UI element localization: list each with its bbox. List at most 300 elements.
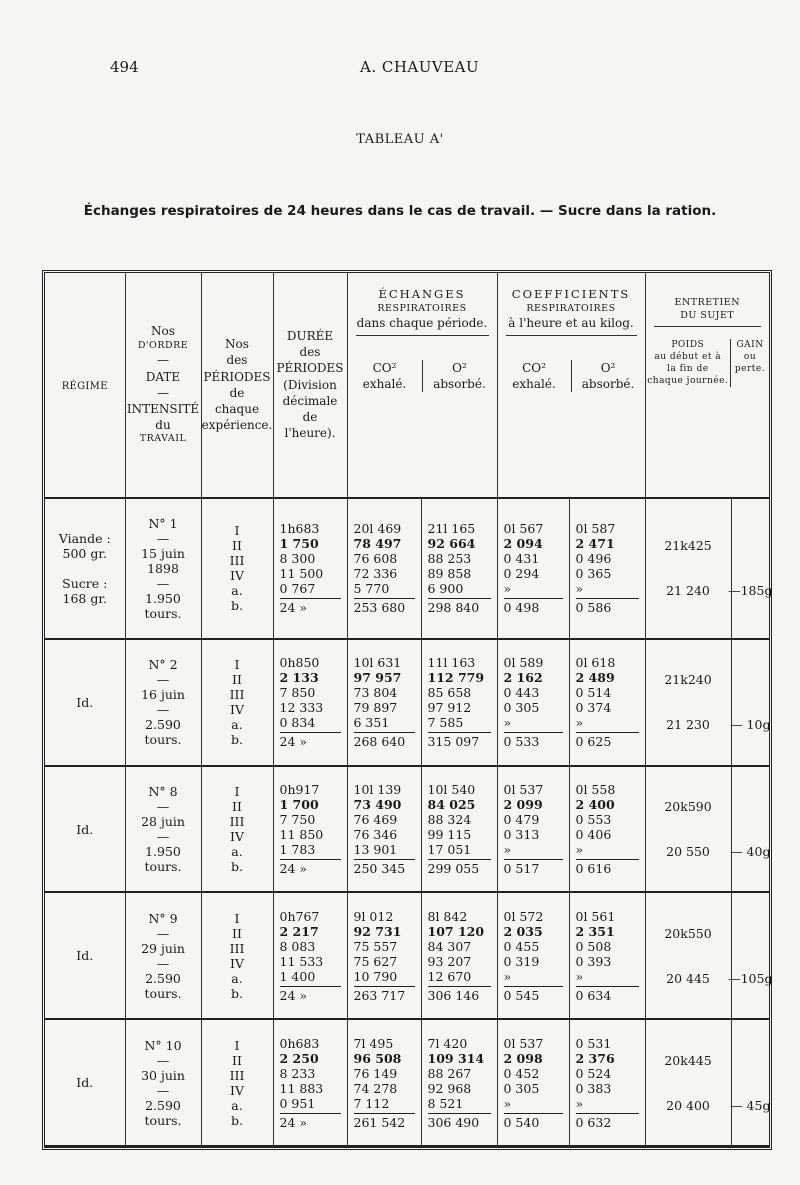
- cell-duree: [273, 892, 347, 1019]
- cell-ordre: [125, 766, 201, 893]
- cell-value: 0 383: [575, 1080, 612, 1096]
- cell-value: Id.: [76, 821, 94, 837]
- cell-value: 0 498: [504, 598, 563, 615]
- cell-duree: [273, 766, 347, 893]
- cell-value: 500 gr.: [62, 545, 107, 561]
- cell-value: b.: [231, 732, 243, 748]
- cell-value: 17 051: [427, 842, 472, 857]
- cell-value: 85 658: [427, 685, 472, 701]
- cell-value: 1 750: [279, 536, 319, 552]
- cell-value: 2.590: [145, 1097, 181, 1113]
- cell-value: N° 8: [148, 784, 178, 799]
- cell-value: tours.: [144, 732, 182, 748]
- cell-poids: [645, 1019, 731, 1146]
- cell-value: 75 557: [353, 938, 398, 954]
- cell-value: 12 333: [279, 700, 324, 716]
- cell-value: »: [575, 842, 584, 857]
- cell-value: 84 025: [427, 797, 476, 812]
- header-line: PÉRIODES: [203, 369, 271, 384]
- cell-value: 93 207: [427, 953, 472, 969]
- cell-value: 20k550: [664, 925, 712, 941]
- cell-value: »: [503, 1095, 512, 1111]
- cell-value: —: [156, 702, 170, 718]
- cell-duree: [273, 1019, 347, 1146]
- cell-value: 0 951: [279, 1095, 316, 1111]
- cell-value: 96 508: [353, 1050, 402, 1066]
- header-line: INTENSITÉ: [126, 401, 200, 416]
- cell-value: a.: [231, 1097, 243, 1113]
- cell-value: 253 680: [354, 598, 415, 615]
- cell-value: I: [234, 784, 240, 799]
- header-line: des: [299, 345, 321, 360]
- cell-ech-co2: [347, 1019, 421, 1146]
- cell-value: 76 608: [353, 551, 398, 567]
- cell-value: I: [234, 523, 240, 539]
- cell-value: 7 850: [279, 685, 316, 701]
- cell-value: —105g: [728, 970, 773, 986]
- cell-value: I: [234, 910, 240, 926]
- header-line: Nos: [225, 337, 249, 352]
- header-line: l'heure).: [284, 426, 336, 441]
- cell-value: 20 550: [666, 844, 710, 859]
- cell-value: 0 586: [576, 598, 639, 615]
- header-line: de: [302, 410, 318, 425]
- table-row: [45, 892, 769, 1019]
- cell-value: »: [503, 715, 512, 731]
- cell-value: 0l 589: [503, 655, 544, 671]
- cell-value: 268 640: [354, 732, 415, 749]
- cell-value: —: [156, 799, 170, 814]
- cell-periodes: [201, 766, 273, 893]
- cell-value: 20 445: [666, 970, 710, 986]
- cell-value: 75 627: [353, 953, 398, 969]
- cell-value: 2 471: [575, 536, 615, 552]
- cell-value: 9l 012: [353, 908, 394, 924]
- cell-value: III: [229, 814, 245, 829]
- cell-value: b.: [231, 1112, 243, 1128]
- header-periodes: [201, 273, 273, 498]
- cell-value: 0 305: [503, 700, 540, 716]
- cell-value: »: [503, 968, 512, 984]
- cell-value: 20l 469: [353, 521, 402, 537]
- header-line: décimale: [282, 393, 338, 408]
- table-row: [45, 639, 769, 766]
- cell-value: 306 490: [428, 1113, 491, 1130]
- header-line: des: [226, 353, 248, 368]
- cell-value: »: [575, 581, 584, 597]
- cell-value: 0 834: [279, 715, 316, 731]
- header-line: DURÉE: [286, 329, 334, 344]
- cell-periodes: [201, 639, 273, 766]
- cell-value: Sucre :: [62, 575, 108, 591]
- cell-value: 2 099: [503, 797, 543, 812]
- cell-value: 8 233: [279, 1065, 316, 1081]
- cell-value: 92 968: [427, 1080, 472, 1096]
- cell-value: 6 900: [427, 581, 464, 597]
- cell-periodes: [201, 892, 273, 1019]
- cell-value: 2 162: [503, 670, 543, 686]
- cell-value: b.: [231, 598, 243, 614]
- cell-value: 2 094: [503, 536, 543, 552]
- header-line: expérience.: [201, 418, 273, 433]
- table-row: [45, 1019, 769, 1146]
- cell-value: 11 850: [279, 827, 324, 842]
- cell-value: 12 670: [427, 968, 472, 984]
- cell-value: 112 779: [427, 670, 485, 686]
- cell-value: 0 455: [503, 938, 540, 954]
- cell-value: 5 770: [353, 581, 390, 597]
- cell-value: 306 146: [428, 986, 491, 1003]
- cell-value: I: [234, 1037, 240, 1053]
- cell-value: 263 717: [354, 986, 415, 1003]
- cell-value: Id.: [76, 1075, 94, 1091]
- data-table: [42, 270, 772, 1150]
- cell-coef-co2: [497, 766, 569, 893]
- cell-value: II: [232, 799, 242, 814]
- cell-value: tours.: [144, 985, 182, 1001]
- cell-value: Id.: [76, 694, 94, 710]
- cell-regime: [45, 498, 125, 639]
- cell-value: 2 035: [503, 923, 543, 939]
- cell-value: 8l 842: [427, 908, 468, 924]
- cell-value: IV: [230, 829, 244, 844]
- cell-value: 2.590: [145, 970, 181, 986]
- cell-value: —: [156, 530, 170, 546]
- cell-value: 7 585: [427, 715, 464, 731]
- cell-value: 0 632: [576, 1113, 639, 1130]
- cell-value: 79 897: [353, 700, 398, 716]
- cell-ech-o2: [421, 766, 497, 893]
- cell-value: 78 497: [353, 536, 402, 552]
- cell-value: 7 112: [353, 1095, 390, 1111]
- cell-value: 2.590: [145, 717, 181, 733]
- cell-value: —: [156, 672, 170, 688]
- cell-value: IV: [230, 702, 244, 718]
- cell-value: 7 750: [279, 812, 316, 827]
- cell-value: 0 431: [503, 551, 540, 567]
- cell-value: 1h683: [279, 521, 320, 537]
- cell-value: a.: [231, 583, 243, 599]
- header-line: DATE: [145, 369, 181, 384]
- cell-value: 0 540: [504, 1113, 563, 1130]
- header-line: chaque: [214, 401, 260, 416]
- cell-value: 0 531: [575, 1035, 612, 1051]
- cell-value: 20k590: [664, 799, 712, 814]
- cell-ordre: [125, 892, 201, 1019]
- cell-value: 73 804: [353, 685, 398, 701]
- cell-value: 107 120: [427, 923, 485, 939]
- cell-value: —: [156, 575, 170, 591]
- cell-value: III: [229, 553, 245, 569]
- cell-value: 88 253: [427, 551, 472, 567]
- cell-value: 84 307: [427, 938, 472, 954]
- cell-value: b.: [231, 985, 243, 1001]
- cell-value: —: [156, 829, 170, 844]
- cell-periodes: [201, 498, 273, 639]
- cell-value: 0 545: [504, 986, 563, 1003]
- cell-value: 0l 618: [575, 655, 616, 671]
- cell-value: 261 542: [354, 1113, 415, 1130]
- cell-value: 6 351: [353, 715, 390, 731]
- cell-value: 0 533: [504, 732, 563, 749]
- header-duree: [273, 273, 347, 498]
- cell-value: — 40g: [730, 844, 771, 859]
- cell-value: 2 250: [279, 1050, 319, 1066]
- cell-value: tours.: [144, 605, 182, 621]
- cell-gain: [731, 639, 769, 766]
- cell-value: — 10g: [730, 717, 771, 733]
- cell-value: 0 514: [575, 685, 612, 701]
- cell-value: 11 500: [279, 566, 324, 582]
- cell-value: 92 664: [427, 536, 476, 552]
- cell-value: IV: [230, 1082, 244, 1098]
- cell-value: I: [234, 657, 240, 673]
- cell-value: —: [156, 925, 170, 941]
- cell-value: 2 489: [575, 670, 615, 686]
- cell-value: —: [156, 1082, 170, 1098]
- cell-value: 0h683: [279, 1035, 320, 1051]
- cell-value: 13 901: [353, 842, 398, 857]
- cell-value: a.: [231, 717, 243, 733]
- cell-value: 2 376: [575, 1050, 615, 1066]
- cell-value: 24 »: [280, 732, 341, 749]
- cell-value: 8 083: [279, 938, 316, 954]
- cell-value: 89 858: [427, 566, 472, 582]
- cell-value: 0 767: [279, 581, 316, 597]
- cell-value: 21k425: [664, 538, 712, 554]
- cell-coef-co2: [497, 1019, 569, 1146]
- cell-value: 0l 537: [503, 1035, 544, 1051]
- cell-value: 0l 537: [503, 782, 544, 797]
- cell-value: III: [229, 1067, 245, 1083]
- running-head: A. CHAUVEAU: [360, 58, 480, 76]
- cell-value: Id.: [76, 948, 94, 964]
- cell-gain: [731, 766, 769, 893]
- cell-value: 1 700: [279, 797, 319, 812]
- cell-value: 97 912: [427, 700, 472, 716]
- header-echanges: ÉCHANGES RESPIRATOIRES dans chaque période. CO² exhalé. O² absorbé.: [347, 273, 497, 498]
- cell-value: 21 230: [666, 717, 710, 733]
- cell-value: 24 »: [280, 986, 341, 1003]
- cell-regime: [45, 766, 125, 893]
- table-header-row: [45, 273, 769, 498]
- cell-coef-o2: [569, 766, 645, 893]
- cell-value: 76 469: [353, 812, 398, 827]
- header-line: —: [157, 385, 169, 400]
- header-line: TRAVAIL: [139, 433, 187, 445]
- cell-duree: [273, 498, 347, 639]
- cell-value: 0 508: [575, 938, 612, 954]
- cell-value: 0l 561: [575, 908, 616, 924]
- cell-gain: [728, 892, 773, 1019]
- cell-value: — 45g: [730, 1097, 771, 1113]
- cell-value: 76 149: [353, 1065, 398, 1081]
- cell-value: a.: [231, 844, 243, 859]
- cell-value: 0 479: [503, 812, 540, 827]
- cell-value: III: [229, 687, 245, 703]
- cell-value: 298 840: [428, 598, 491, 615]
- cell-value: 0 553: [575, 812, 612, 827]
- cell-poids: [645, 892, 731, 1019]
- cell-value: 0 374: [575, 700, 612, 716]
- cell-value: 11l 163: [427, 655, 476, 671]
- cell-ech-co2: [347, 892, 421, 1019]
- cell-ordre: [125, 639, 201, 766]
- cell-ordre: [125, 498, 201, 639]
- cell-value: 1.950: [145, 590, 181, 606]
- header-line: du: [155, 418, 171, 433]
- cell-value: 8 521: [427, 1095, 464, 1111]
- cell-value: 0 319: [503, 953, 540, 969]
- cell-value: 8 300: [279, 551, 316, 567]
- cell-duree: [273, 639, 347, 766]
- cell-value: 0 406: [575, 827, 612, 842]
- header-line: Nos: [151, 324, 175, 339]
- cell-value: —185g: [728, 583, 773, 599]
- cell-regime: [45, 892, 125, 1019]
- cell-value: 1.950: [145, 844, 181, 859]
- page-header: [110, 58, 750, 84]
- cell-value: 0 365: [575, 566, 612, 582]
- cell-ech-co2: [347, 766, 421, 893]
- cell-ech-co2: [347, 498, 421, 639]
- cell-value: 0 524: [575, 1065, 612, 1081]
- cell-gain: [728, 498, 773, 639]
- cell-poids: [645, 766, 731, 893]
- cell-value: 10l 139: [353, 782, 402, 797]
- cell-value: 99 115: [427, 827, 472, 842]
- cell-gain: [731, 1019, 769, 1146]
- cell-value: 0l 567: [503, 521, 544, 537]
- cell-value: 10l 540: [427, 782, 476, 797]
- cell-value: 0 393: [575, 953, 612, 969]
- cell-value: 2 133: [279, 670, 319, 686]
- cell-value: N° 2: [148, 657, 178, 673]
- cell-value: 0 616: [576, 859, 639, 876]
- cell-value: 0 625: [576, 732, 639, 749]
- cell-value: 0l 572: [503, 908, 544, 924]
- cell-value: 0 452: [503, 1065, 540, 1081]
- cell-value: 0h917: [279, 782, 320, 797]
- cell-value: 0 634: [576, 986, 639, 1003]
- cell-value: 10l 631: [353, 655, 402, 671]
- cell-value: 20k445: [664, 1052, 712, 1068]
- cell-poids: [645, 639, 731, 766]
- cell-value: 76 346: [353, 827, 398, 842]
- cell-value: 0h767: [279, 908, 320, 924]
- header-entretien: ENTRETIEN DU SUJET POIDS au début et à la fin de chaque journée. GAIN ou perte.: [645, 273, 769, 498]
- header-ordre: [125, 273, 201, 498]
- header-line: (Division: [283, 377, 337, 392]
- cell-value: 2 098: [503, 1050, 543, 1066]
- cell-value: 0 517: [504, 859, 563, 876]
- cell-value: 20 400: [666, 1097, 710, 1113]
- cell-value: »: [575, 968, 584, 984]
- cell-value: tours.: [144, 1112, 182, 1128]
- cell-coef-o2: [569, 1019, 645, 1146]
- cell-coef-o2: [569, 639, 645, 766]
- cell-regime: [45, 1019, 125, 1146]
- cell-value: II: [232, 1052, 242, 1068]
- cell-value: 299 055: [428, 859, 491, 876]
- cell-value: »: [503, 581, 512, 597]
- cell-value: 15 juin: [141, 545, 185, 561]
- cell-ech-o2: [421, 1019, 497, 1146]
- cell-value: 168 gr.: [62, 590, 107, 606]
- cell-value: 92 731: [353, 923, 402, 939]
- cell-value: 315 097: [428, 732, 491, 749]
- cell-value: 1 783: [279, 842, 316, 857]
- cell-value: 250 345: [354, 859, 415, 876]
- cell-value: IV: [230, 955, 244, 971]
- cell-value: 21k240: [664, 672, 712, 688]
- cell-value: 97 957: [353, 670, 402, 686]
- cell-value: 30 juin: [141, 1067, 185, 1083]
- cell-value: 0 313: [503, 827, 540, 842]
- header-line: D'ORDRE: [137, 339, 189, 351]
- cell-value: 1898: [147, 560, 179, 576]
- cell-value: 0 294: [503, 566, 540, 582]
- cell-value: 24 »: [280, 859, 341, 876]
- cell-value: Viande :: [58, 530, 111, 546]
- cell-value: 24 »: [280, 598, 341, 615]
- header-coefficients: COEFFICIENTS RESPIRATOIRES à l'heure et au kilog. CO² exhalé. O² absorbé.: [497, 273, 645, 498]
- header-regime: RÉGIME: [45, 273, 125, 498]
- cell-value: N° 1: [148, 515, 178, 531]
- header-line: de: [229, 385, 245, 400]
- cell-coef-o2: [569, 892, 645, 1019]
- table-row: [45, 498, 769, 639]
- cell-coef-o2: [569, 498, 645, 639]
- cell-coef-co2: [497, 639, 569, 766]
- cell-value: b.: [231, 859, 243, 874]
- page-number: 494: [110, 58, 139, 76]
- cell-value: N° 9: [148, 910, 178, 926]
- cell-value: 72 336: [353, 566, 398, 582]
- cell-value: 7l 495: [353, 1035, 394, 1051]
- cell-value: 0 496: [575, 551, 612, 567]
- cell-value: 21l 165: [427, 521, 476, 537]
- cell-value: »: [575, 715, 584, 731]
- table-row: [45, 766, 769, 893]
- cell-ech-o2: [421, 892, 497, 1019]
- cell-value: III: [229, 940, 245, 956]
- cell-value: 11 533: [279, 953, 324, 969]
- header-line: PÉRIODES: [276, 361, 344, 376]
- cell-ech-o2: [421, 498, 497, 639]
- cell-value: 88 324: [427, 812, 472, 827]
- cell-value: a.: [231, 970, 243, 986]
- cell-value: 109 314: [427, 1050, 485, 1066]
- cell-value: 24 »: [280, 1113, 341, 1130]
- cell-ordre: [125, 1019, 201, 1146]
- table-title: TABLEAU A': [356, 132, 444, 147]
- cell-value: tours.: [144, 859, 182, 874]
- cell-value: —: [156, 955, 170, 971]
- cell-value: 21 240: [666, 583, 710, 599]
- cell-value: 2 351: [575, 923, 615, 939]
- cell-value: 7l 420: [427, 1035, 468, 1051]
- cell-value: 1 400: [279, 968, 316, 984]
- cell-value: 0 443: [503, 685, 540, 701]
- cell-value: IV: [230, 568, 244, 584]
- cell-value: 0l 558: [575, 782, 616, 797]
- cell-value: 0l 587: [575, 521, 616, 537]
- cell-value: 16 juin: [141, 687, 185, 703]
- cell-value: 0 305: [503, 1080, 540, 1096]
- cell-regime: [45, 639, 125, 766]
- cell-value: II: [232, 925, 242, 941]
